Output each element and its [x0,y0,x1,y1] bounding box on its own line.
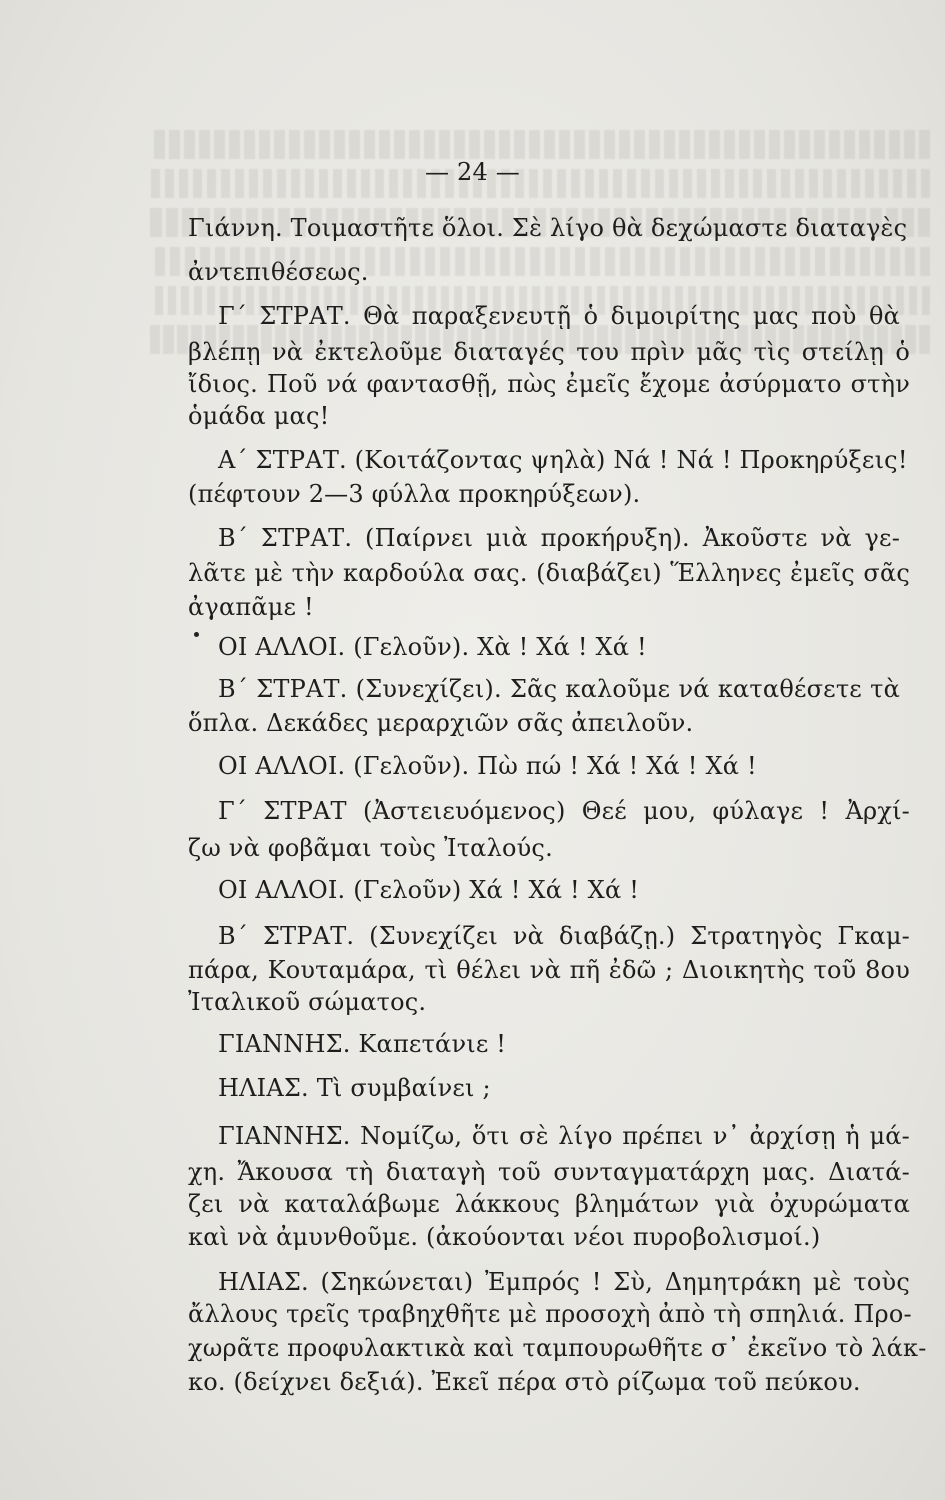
page-number: — 24 — [425,158,520,186]
text-line: ὁμάδα μας! [188,402,330,430]
text-line: ΟΙ ΑΛΛΟΙ. (Γελοῦν). Πὼ πώ ! Χά ! Χά ! Χά ! [218,752,757,780]
text-line: ζει νὰ καταλάβωμε λάκκους βλημάτων γιὰ ὀχυρώματα [188,1190,910,1218]
text-line: ΟΙ ΑΛΛΟΙ. (Γελοῦν) Χά ! Χά ! Χά ! [218,876,640,904]
text-line: Γιάννη. Τοιμαστῆτε ὅλοι. Σὲ λίγο θὰ δεχώμαστε διαταγὲς [188,214,908,242]
text-line: ἴδιος. Ποῦ νά φαντασθῇ, πὼς ἐμεῖς ἔχομε ἀσύρματο στὴν [188,370,910,398]
text-line: Β΄ ΣΤΡΑΤ. (Παίρνει μιὰ προκήρυξη). Ἀκοῦστε νὰ γε- [218,524,900,552]
text-line: καὶ νὰ ἀμυνθοῦμε. (ἀκούονται νέοι πυροβολισμοί.) [188,1223,821,1251]
text-line: Β΄ ΣΤΡΑΤ. (Συνεχίζει). Σᾶς καλοῦμε νά καταθέσετε τὰ [218,675,900,703]
text-line: ἀγαπᾶμε ! [188,593,314,621]
text-line: Β΄ ΣΤΡΑΤ. (Συνεχίζει νὰ διαβάζῃ.) Στρατηγὸς Γκαμ- [218,922,910,950]
text-line: ΗΛΙΑΣ. (Σηκώνεται) Ἐμπρός ! Σὺ, Δημητράκη μὲ τοὺς [218,1268,910,1296]
text-line: βλέπῃ νὰ ἐκτελοῦμε διαταγές του πρὶν μᾶς τὶς στείλῃ ὁ [188,338,910,366]
text-line: χη. Ἄκουσα τὴ διαταγὴ τοῦ συνταγματάρχη μας. Διατά- [188,1158,910,1186]
text-line: Ἰταλικοῦ σώματος. [188,988,427,1016]
text-line: χωρᾶτε προφυλακτικὰ καὶ ταμπουρωθῆτε σ᾽ ἐκεῖνο τὸ λάκ- [188,1334,927,1362]
text-line: Α΄ ΣΤΡΑΤ. (Κοιτάζοντας ψηλὰ) Νά ! Νά ! Προκηρύξεις! [218,446,908,474]
text-line: λᾶτε μὲ τὴν καρδούλα σας. (διαβάζει) Ἕλληνες ἐμεῖς σᾶς [188,559,910,587]
text-line: Γ΄ ΣΤΡΑΤ (Ἀστειευόμενος) Θεέ μου, φύλαγε ! Ἀρχί- [218,797,910,825]
text-line: ΟΙ ΑΛΛΟΙ. (Γελοῦν). Χὰ ! Χά ! Χά ! [218,633,647,661]
text-line: ἄλλους τρεῖς τραβηχθῆτε μὲ προσοχὴ ἀπὸ τὴ σπηλιά. Προ- [188,1300,912,1328]
text-line: κο. (δείχνει δεξιά). Ἐκεῖ πέρα στὸ ρίζωμα τοῦ πεύκου. [188,1368,861,1396]
text-line: (πέφτουν 2—3 φύλλα προκηρύξεων). [188,480,641,508]
text-line: πάρα, Κουταμάρα, τὶ θέλει νὰ πῆ ἐδῶ ; Διοικητὴς τοῦ 8ου [188,956,910,984]
text-line: ΓΙΑΝΝΗΣ. Νομίζω, ὅτι σὲ λίγο πρέπει ν᾽ ἀρχίσῃ ἡ μά- [218,1122,910,1150]
text-line: Γ΄ ΣΤΡΑΤ. Θὰ παραξενευτῇ ὁ διμοιρίτης μας ποὺ θὰ [218,302,900,330]
stray-ink-mark [194,632,199,637]
text-line: ΓΙΑΝΝΗΣ. Καπετάνιε ! [218,1030,507,1058]
text-line: ζω νὰ φοβᾶμαι τοὺς Ἰταλούς. [188,834,553,862]
text-line: ΗΛΙΑΣ. Τὶ συμβαίνει ; [218,1074,491,1102]
text-line: ὅπλα. Δεκάδες μεραρχιῶν σᾶς ἀπειλοῦν. [188,709,694,737]
text-line: ἀντεπιθέσεως. [188,258,369,286]
